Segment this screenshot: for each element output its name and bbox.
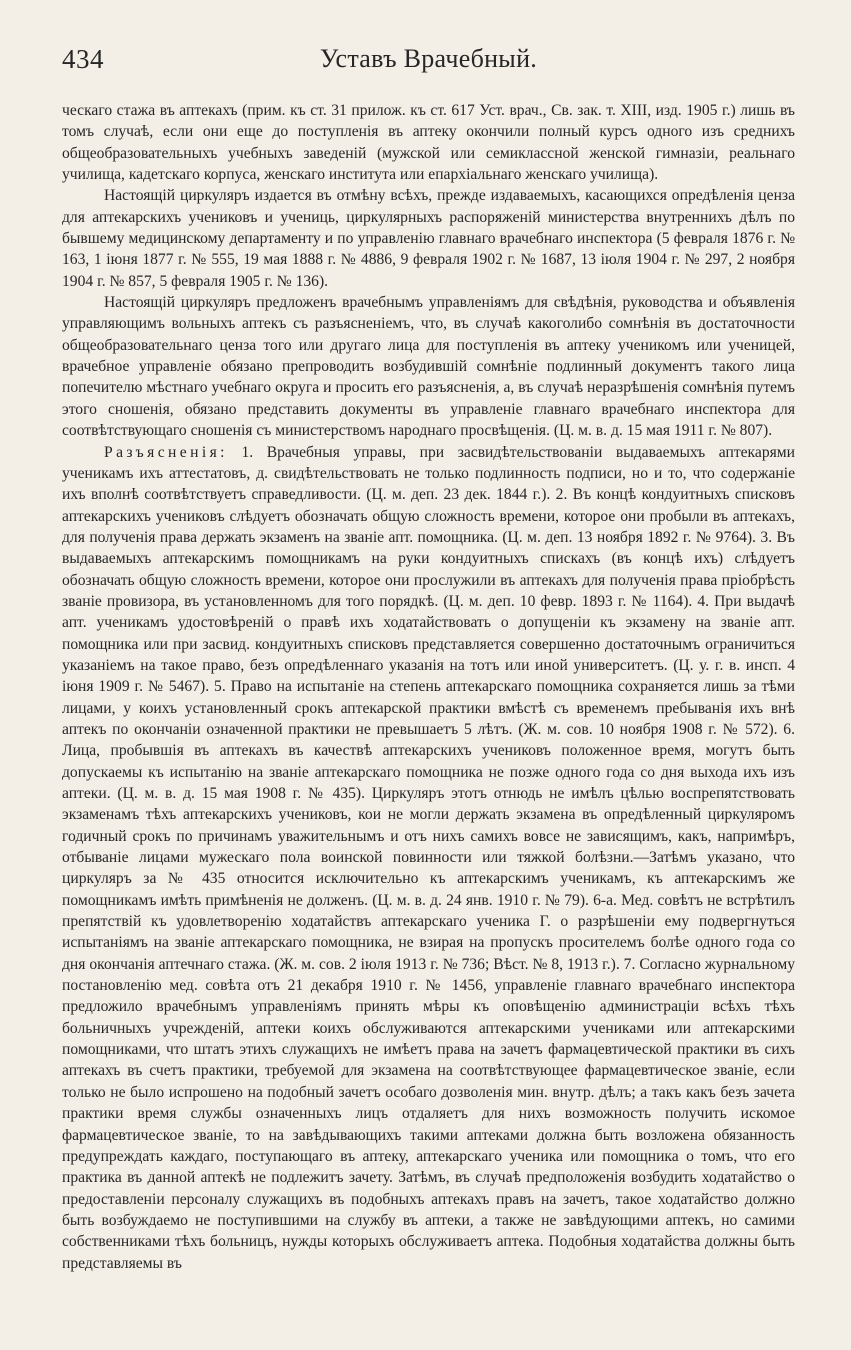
clarifications-text: 1. Врачебныя управы, при засвидѣтельствованіи выдаваемыхъ аптекарями ученикамъ ихъ аттестатовъ, д. свидѣтельствовать не только подлинность подписи, но и то, что содержаніе ихъ вполнѣ соотвѣтствуетъ справедливости. (Ц. м. деп. 23 дек. 1844 г.). 2. Въ концѣ кондуитныхъ списковъ аптекарскихъ учениковъ слѣдуетъ обозначать общую сложность времени, которое они пробыли въ аптекахъ, для полученія права держать экзаменъ на званіе апт. помощника. (Ц. м. деп. 13 ноября 1892 г. № 9764). 3. Въ выдаваемыхъ аптекарскимъ помощникамъ на руки кондуитныхъ спискахъ (въ концѣ ихъ) слѣдуетъ обозначать общую сложность времени, которое они прослужили въ аптекахъ для полученія права пріобрѣсть званіе провизора, въ установленномъ для того порядкѣ. (Ц. м. деп. 10 февр. 1893 г. № 1164). 4. При выдачѣ апт. ученикамъ удостовѣреній о правѣ ихъ ходатайствовать о допущеніи къ экзамену на званіе апт. помощника или при засвид. кондуитныхъ списковъ представляется совершенно достаточнымъ ограничиться указаніемъ на такое право, безъ опредѣленнаго указанія на тотъ или иной университетъ. (Ц. у. г. в. инсп. 4 іюня 1909 г. № 5467). 5. Право на испытаніе на степень аптекарскаго помощника сохраняется лишь за тѣми лицами, у коихъ установленный срокъ аптекарской практики вмѣстѣ съ временемъ пребыванія ихъ внѣ аптекъ по окончаніи означенной практики не превышаетъ 5 лѣтъ. (Ж. м. сов. 10 ноября 1908 г. № 572). 6. Лица, пробывшія въ аптекахъ въ качествѣ аптекарскихъ учениковъ положенное время, могутъ быть допускаемы къ испытанію на званіе аптекарскаго помощника не позже одного года со дня выхода ихъ изъ аптеки. (Ц. м. в. д. 15 мая 1908 г. № 435). Циркуляръ этотъ отнюдь не имѣлъ цѣлью воспрепятствовать экзаменамъ тѣхъ аптекарскихъ учениковъ, кои не могли держать экзамена въ опредѣленный циркуляромъ годичный срокъ по причинамъ уважительнымъ и отъ нихъ самихъ вовсе не зависящимъ, какъ, напримѣръ, отбываніе лицами мужескаго пола воинской повинности или тяжкой болѣзни.—Затѣмъ указано, что циркуляръ за № 435 относится исключительно къ аптекарскимъ ученикамъ, къ аптекарскимъ же помощникамъ имѣть примѣненія не долженъ. (Ц. м. в. д. 24 янв. 1910 г. № 79). 6-а. Мед. совѣтъ не встрѣтилъ препятствій къ удовлетворенію ходатайствъ аптекарскаго ученика Г. о разрѣшеніи ему подвергнуться испытаніямъ на званіе аптекарскаго помощника, не взирая на пропускъ просителемъ болѣе одного года со дня окончанія аптечнаго стажа. (Ж. м. сов. 2 іюля 1913 г. № 736; Вѣст. № 8, 1913 г.). 7. Согласно журнальному постановленію мед. совѣта отъ 21 декабря 1910 г. № 1456, управленіе главнаго врачебнаго инспектора предложило врачебнымъ управленіямъ принять мѣры къ оповѣщенію администраціи всѣхъ тѣхъ больничныхъ учрежденій, аптеки коихъ обслуживаются аптекарскими учениками или аптекарскими помощниками, что штатъ этихъ служащихъ не имѣетъ права на зачетъ фармацевтической практики въ сихъ аптекахъ въ счетъ практики, требуемой для экзамена на соотвѣтствующее фармацевтическое званіе, если только не было испрошено на подобный зачетъ особаго дозволенія мин. внутр. дѣлъ; а такъ какъ безъ зачета практики время службы означенныхъ лицъ отдаляетъ для нихъ возможность получить искомое фармацевтическое званіе, то на завѣдывающихъ такими аптеками должна быть возложена обязанность предупреждать каждаго, поступающаго въ аптеку, аптекарскаго ученика или помощника о томъ, что его практика въ данной аптекѣ не подлежитъ зачету. Затѣмъ, въ случаѣ предположенія возбудить ходатайство о предоставленіи персоналу служащихъ въ подобныхъ аптекахъ правъ на зачетъ, такое ходатайство должно быть возбуждаемо не поступившими на службу въ аптеки, а также не завѣдующими аптекъ, но самими собственниками тѣхъ больницъ, нужды которыхъ обслуживаетъ аптека. Подобныя ходатайства должны быть представляемы въ (62, 443, 795, 1272)
paragraph-circular-repeal: Настоящій циркуляръ издается въ отмѣну всѣхъ, прежде издаваемыхъ, касающихся опредѣленія ценза для аптекарскихъ учениковъ и учениць, циркулярныхъ распоряженій министерства внутреннихъ дѣлъ по бывшему медицинскому департаменту и по управленію главнаго врачебнаго инспектора (5 февраля 1876 г. № 163, 1 іюня 1877 г. № 555, 19 мая 1888 г. № 4886, 9 февраля 1902 г. № 1687, 13 іюля 1904 г. № 297, 2 ноября 1904 г. № 857, 5 февраля 1905 г. № 136). (62, 187, 795, 290)
paragraph-circular-instructions: Настоящій циркуляръ предложенъ врачебнымъ управленіямъ для свѣдѣнія, руководства и объявленія управляющимъ вольныхъ аптекъ съ разъясненіемъ, что, въ случаѣ какоголибо сомнѣнія въ достаточности общеобразовательнаго ценза того или другаго лица для поступленія въ аптеку ученикомъ или ученицей, врачебное управленіе обязано препроводить возбудившій сомнѣніе подлинный документъ такого лица попечителю мѣстнаго учебнаго округа и просить его разъясненія, а, въ случаѣ неразрѣшенія сомнѣнія путемъ этого сношенія, обязано представить документы въ управленіе главнаго врачебнаго инспектора для соотвѣтствующаго сношенія съ министерствомъ народнаго просвѣщенія. (Ц. м. в. д. 15 мая 1911 г. № 807). (62, 294, 795, 440)
page-number: 434 (62, 44, 104, 74)
running-title: Уставъ Врачебный. (319, 44, 538, 73)
page-header (62, 44, 795, 84)
body-text (62, 100, 795, 1274)
paragraph-clarifications (62, 442, 795, 1274)
paragraph-continuation: ческаго стажа въ аптекахъ (прим. къ ст. 31 прилож. къ ст. 617 Уст. врач., Св. зак. т. XIII, изд. 1905 г.) лишь въ томъ случаѣ, если они еще до поступленія въ аптеку окончили полный курсъ одного изъ среднихъ общеобразовательныхъ учебныхъ заведеній (мужской или семиклассной женской гимназіи, реальнаго училища, кадетскаго корпуса, женскаго института или епархіальнаго женскаго училища). (62, 102, 795, 184)
clarifications-heading: Разъясненія: (104, 443, 228, 461)
